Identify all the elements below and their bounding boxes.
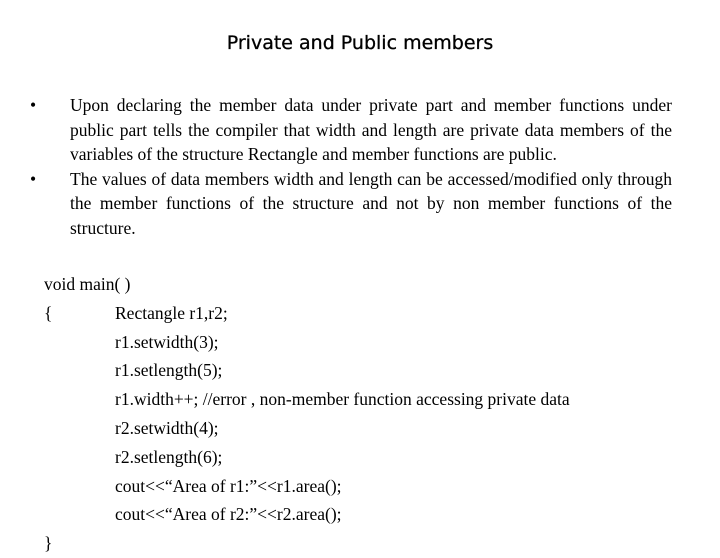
code-line [44, 385, 570, 414]
code-block [44, 270, 570, 558]
code-statement: cout<<“Area of r1:”<<r1.area(); [115, 475, 342, 496]
code-line [44, 500, 570, 529]
code-line [44, 414, 570, 443]
code-statement: r1.setwidth(3); [115, 331, 219, 352]
bullet-icon: • [30, 168, 37, 189]
bullet-item [28, 167, 672, 241]
code-line [44, 443, 570, 472]
bullet-text: Upon declaring the member data under private part and member functions under public part tells the compiler that width and length are private data members of the variables of the structure Rectangle and member functions are public. [70, 95, 672, 164]
code-line [44, 328, 570, 357]
slide-title: Private and Public members [226, 32, 494, 54]
open-brace: { [44, 302, 53, 323]
code-statement: r2.setlength(6); [115, 446, 223, 467]
code-statement: r1.setlength(5); [115, 360, 223, 381]
code-line [44, 299, 570, 328]
bullet-text: The values of data members width and length can be accessed/modified only through the member functions of the structure and not by non member functions of the structure. [70, 168, 672, 238]
bullet-item [28, 93, 672, 167]
close-brace: } [44, 533, 53, 554]
code-statement: r1.width++; //error , non-member function accessing private data [115, 389, 570, 410]
code-statement: Rectangle r1,r2; [115, 302, 228, 323]
bullet-list [28, 93, 672, 240]
code-header: void main( ) [44, 274, 131, 294]
code-statement: cout<<“Area of r2:”<<r2.area(); [115, 504, 342, 525]
code-line [44, 356, 570, 385]
bullet-icon: • [30, 95, 37, 115]
code-statement: r2.setwidth(4); [115, 417, 219, 438]
code-line [44, 472, 570, 501]
